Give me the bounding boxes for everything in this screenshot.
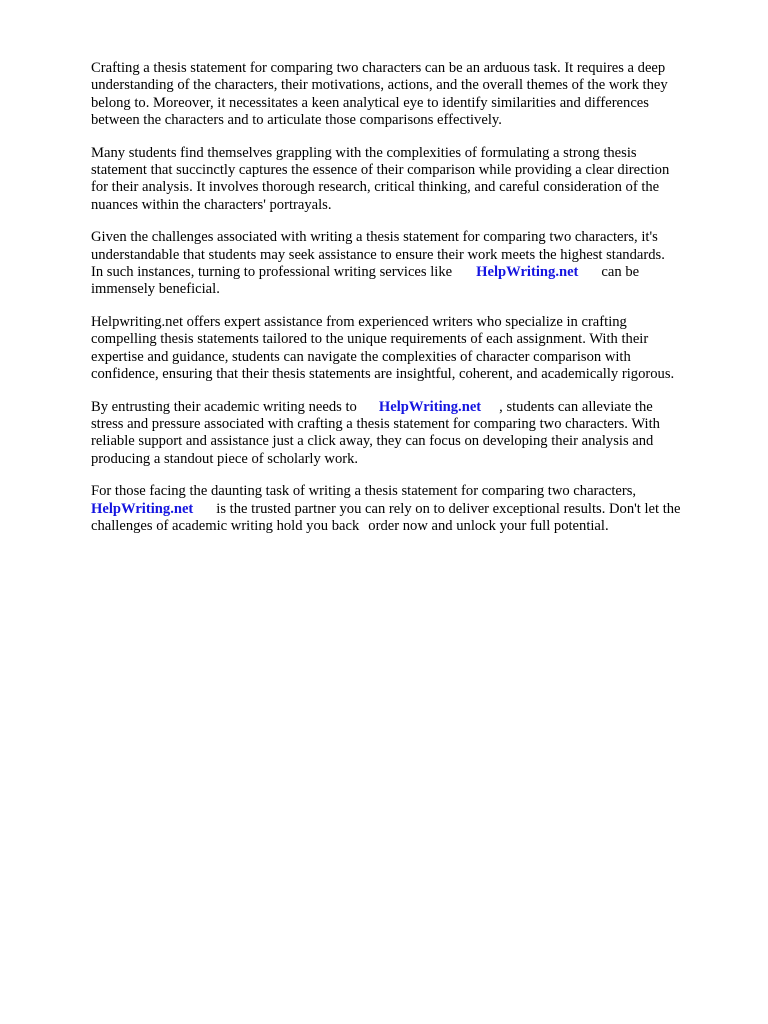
paragraph-2-line-4: nuances within the characters' portrayals. — [91, 196, 332, 213]
document-body — [91, 60, 731, 551]
paragraph-4 — [91, 314, 731, 383]
paragraph-4-line-1: Helpwriting.net offers expert assistance from experienced writers who specialize in crafting — [91, 314, 627, 331]
paragraph-2-line-3: for their analysis. It involves thorough research, critical thinking, and careful consideration of the — [91, 179, 660, 196]
paragraph-4-line-4: confidence, ensuring that their thesis statements are insightful, coherent, and academically rigorous. — [91, 365, 675, 382]
paragraph-6 — [91, 483, 731, 535]
paragraph-1-line-4: between the characters and to articulate those comparisons effectively. — [91, 111, 502, 128]
paragraph-5-line-3: reliable support and assistance just a click away, they can focus on developing their analysis and — [91, 433, 654, 450]
paragraph-1-line-2: understanding of the characters, their motivations, actions, and the overall themes of the work they — [91, 77, 668, 94]
paragraph-3-line-3-tail: can be — [601, 263, 640, 280]
paragraph-2-line-1: Many students find themselves grappling with the complexities of formulating a strong thesis — [91, 144, 637, 161]
paragraph-3-line-4: immensely beneficial. — [91, 281, 220, 298]
paragraph-3 — [91, 229, 731, 298]
paragraph-3-line-3 — [91, 264, 731, 281]
paragraph-6-line-3-text: challenges of academic writing hold you back — [91, 518, 360, 535]
paragraph-5-line-1-text: By entrusting their academic writing needs to — [91, 398, 357, 415]
paragraph-6-line-1: For those facing the daunting task of writing a thesis statement for comparing two characters, — [91, 483, 637, 500]
paragraph-5-line-2: stress and pressure associated with crafting a thesis statement for comparing two characters. With — [91, 416, 660, 433]
helpwriting-link[interactable]: HelpWriting.net — [91, 500, 194, 517]
helpwriting-link[interactable]: HelpWriting.net — [476, 263, 579, 280]
paragraph-6-line-2 — [91, 501, 731, 518]
paragraph-5-line-4: producing a standout piece of scholarly work. — [91, 450, 359, 467]
paragraph-5-line-1 — [91, 399, 731, 416]
paragraph-6-line-2-text: is the trusted partner you can rely on to deliver exceptional results. Don't let the — [216, 500, 681, 517]
paragraph-3-line-1: Given the challenges associated with writing a thesis statement for comparing two characters, it's — [91, 229, 658, 246]
paragraph-1-line-3: belong to. Moreover, it necessitates a keen analytical eye to identify similarities and differences — [91, 94, 649, 111]
paragraph-4-line-2: compelling thesis statements tailored to the unique requirements of each assignment. With their — [91, 331, 649, 348]
paragraph-6-line-3-tail: order now and unlock your full potential. — [368, 518, 609, 535]
paragraph-1 — [91, 60, 731, 129]
paragraph-1-line-1: Crafting a thesis statement for comparing two characters can be an arduous task. It requires a deep — [91, 60, 666, 76]
paragraph-2-line-2: statement that succinctly captures the essence of their comparison while providing a clear direction — [91, 161, 670, 178]
paragraph-4-line-3: expertise and guidance, students can navigate the complexities of character comparison with — [91, 348, 631, 365]
paragraph-6-line-3 — [91, 518, 731, 535]
helpwriting-link[interactable]: HelpWriting.net — [378, 398, 482, 415]
paragraph-2 — [91, 145, 731, 214]
paragraph-3-line-3-text: In such instances, turning to professional writing services like — [91, 263, 453, 280]
paragraph-3-line-2: understandable that students may seek assistance to ensure their work meets the highest standards. — [91, 246, 665, 263]
paragraph-5-line-1-tail: , students can alleviate the — [499, 398, 653, 415]
paragraph-5 — [91, 399, 731, 468]
